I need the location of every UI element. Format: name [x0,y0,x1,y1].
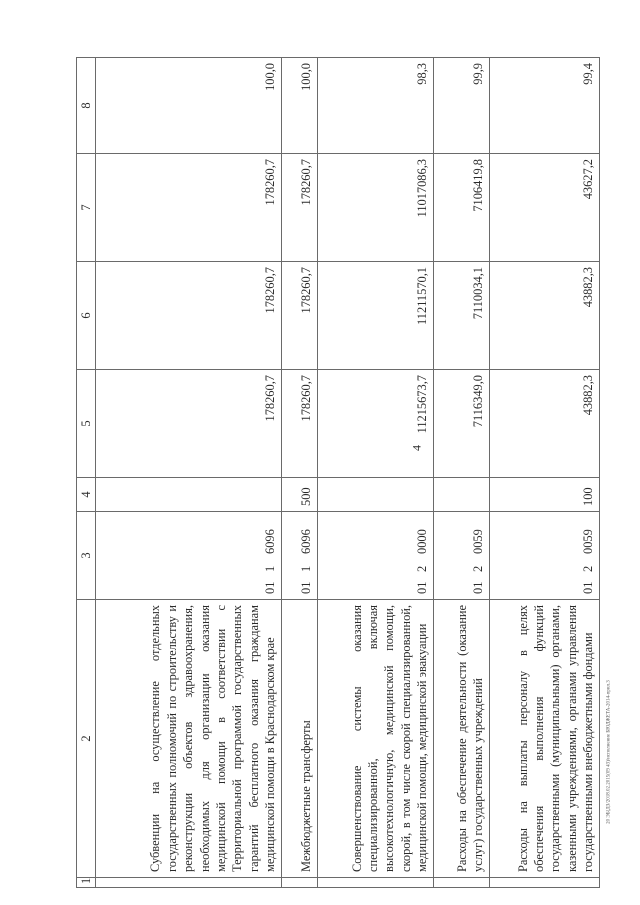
row-name: Субвенции на осуществление отдельных государственных полномочий по строительству и реконструкции объектов здравоохранения, необходимых для организации оказания медицинской помощи в соответствии с Территориальной программой государственных гарантий бесплатного оказания гражданам медицинской помощи в Краснодарском крае [96,600,282,878]
code-rz: 01 [415,581,429,594]
value-col8: 99,9 [434,58,490,154]
value-col8: 100,0 [96,58,282,154]
classification-code [490,512,600,600]
classification-code [282,512,318,600]
table-row [282,58,318,888]
row-name: Совершенствование системы оказания специализированной, включая высокотехнологичную, медицинской помощи, скорой, в том числе скорой специализированной, медицинской помощи, медицинской эвакуации [318,600,434,878]
expense-type-code: 100 [490,478,600,512]
row-name: Расходы на выплаты персоналу в целях обеспечения выполнения функций государственными (муниципальными) органами, казенными учреждениями, органами управления государственными внебюджетными фондами [490,600,600,878]
value-col5: 178260,7 [282,370,318,478]
code-csr: 0059 [471,529,485,554]
code-pr: 2 [581,565,595,572]
classification-code [96,512,282,600]
table-row [490,58,600,888]
value-col5: 43882,3 [490,370,600,478]
column-header: 7 [77,154,96,262]
code-pr: 2 [471,565,485,572]
rotated-table-container [76,58,595,888]
row-marker-cell [434,878,490,888]
code-rz: 01 [299,581,313,594]
code-pr: 1 [299,565,313,572]
value-col5: 178260,7 [96,370,282,478]
value-col5: 7116349,0 [434,370,490,478]
code-csr: 0059 [581,529,595,554]
code-pr: 1 [263,565,277,572]
value-col8: 99,4 [490,58,600,154]
value-col5: 11215673,7 [318,370,434,478]
column-header: 8 [77,58,96,154]
value-col7: 178260,7 [96,154,282,262]
code-rz: 01 [263,581,277,594]
value-col8: 100,0 [282,58,318,154]
row-name: Расходы на обеспечение деятельности (оказание услуг) государственных учреждений [434,600,490,878]
expense-type-code [96,478,282,512]
footer-note: 20 ЭБ(ДЗ/2018.02.2015(09 43)/исполнение БЮДЖЕТА-2014-прил.3 [606,680,612,824]
expense-type-code [318,478,434,512]
table-row [434,58,490,888]
classification-code [318,512,434,600]
value-col8: 98,3 [318,58,434,154]
budget-execution-table [76,57,600,888]
column-header: 6 [77,262,96,370]
value-col6: 7110034,1 [434,262,490,370]
column-header: 5 [77,370,96,478]
expense-type-code: 500 [282,478,318,512]
classification-code [434,512,490,600]
code-rz: 01 [581,581,595,594]
expense-type-code [434,478,490,512]
row-name: Межбюджетные трансферты [282,600,318,878]
table-row [318,58,434,888]
code-pr: 2 [415,565,429,572]
code-csr: 0000 [415,529,429,554]
column-header: 4 [77,478,96,512]
row-marker-cell [282,878,318,888]
table-row [96,58,282,888]
value-col6: 178260,7 [96,262,282,370]
code-rz: 01 [471,581,485,594]
code-csr: 6096 [263,529,277,554]
value-col6: 178260,7 [282,262,318,370]
value-col7: 11017086,3 [318,154,434,262]
column-header: 1 [77,878,96,888]
row-marker-cell [318,878,434,888]
value-col7: 7106419,8 [434,154,490,262]
value-col7: 178260,7 [282,154,318,262]
column-header: 3 [77,512,96,600]
column-header: 2 [77,600,96,878]
row-marker-cell [490,878,600,888]
table-header-row [77,58,96,888]
value-col6: 11211570,1 [318,262,434,370]
code-csr: 6096 [299,529,313,554]
row-marker-cell [96,878,282,888]
page-number: 4 [409,445,424,451]
value-col7: 43627,2 [490,154,600,262]
value-col6: 43882,3 [490,262,600,370]
